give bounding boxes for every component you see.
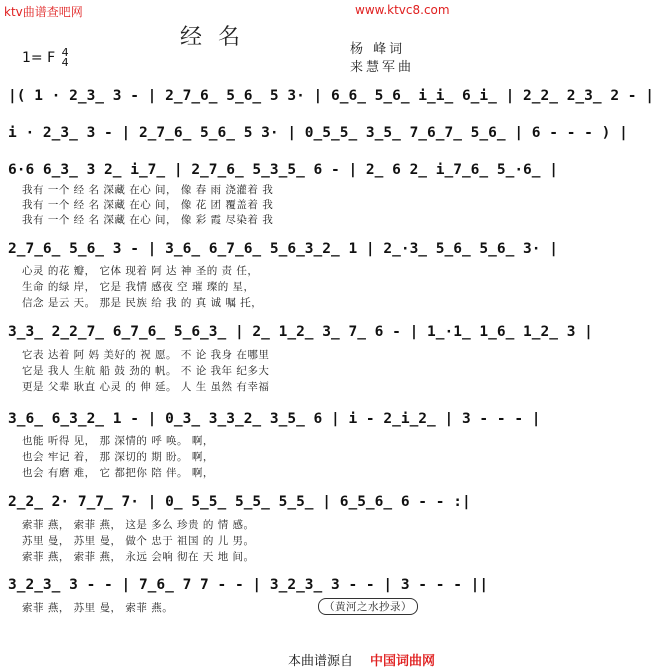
lyricist: 杨 峰词	[350, 42, 406, 57]
lyric-line: 生命 的绿 岸， 它是 我情 感夜 空 璀 璨的 星，	[22, 281, 255, 293]
lyric-line: 也会 牢记 着， 那 深切的 期 盼。 啊，	[22, 451, 214, 463]
notation-row: 3̲2̲3̲ 3 - - | 7̲6̲ 7 7 - - | 3̲2̲3̲ 3 - - | 3 - - - ||	[8, 577, 489, 593]
notation-row: i · 2̲3̲ 3 - | 2̲7̲6̲ 5̲6̲ 5 3· | 0̲5̲5̲ 3̲5̲ 7̲6̲7̲ 5̲6̲ | 6 - - - ) |	[8, 125, 628, 141]
source-note: （黄河之水抄录）	[318, 598, 418, 615]
footer-site-name: 中国词曲网	[370, 654, 436, 669]
lyric-line: 索菲 燕， 索菲 燕， 这是 多么 珍贵 的 情 感。	[22, 519, 255, 531]
lyric-line: 索菲 燕， 索菲 燕， 永远 会响 彻在 天 地 间。	[22, 551, 255, 563]
notation-row: |( 1 · 2̲3̲ 3 - | 2̲7̲6̲ 5̲6̲ 5 3· | 6̲6̲ 5̲6̲ i̲i̲ 6̲i̲ | 2̲2̲ 2̲3̲ 2 - |	[8, 88, 654, 104]
notation-row: 2̲7̲6̲ 5̲6̲ 3 - | 3̲6̲ 6̲7̲6̲ 5̲6̲3̲2̲ 1 | 2̲·3̲ 5̲6̲ 5̲6̲ 3· |	[8, 241, 558, 257]
notation-row: 2̲2̲ 2· 7̲7̲ 7· | 0̲ 5̲5̲ 5̲5̲ 5̲5̲ | 6̲5̲6̲ 6 - - :|	[8, 494, 471, 510]
lyric-line: 索菲 燕， 苏里 曼， 索菲 燕。	[22, 602, 174, 614]
key-signature: 1= F 4 4	[22, 46, 69, 69]
notation-row: 3̲3̲ 2̲2̲7̲ 6̲7̲6̲ 5̲6̲3̲ | 2̲ 1̲2̲ 3̲ 7̲ 6 - | 1̲·1̲ 1̲6̲ 1̲2̲ 3 |	[8, 324, 593, 340]
lyric-line: 心灵 的花 瓣， 它体 现着 阿 达 神 圣的 责 任，	[22, 265, 259, 277]
lyric-line: 它表 达着 阿 妈 美好的 祝 愿。 不 论 我身 在哪里	[22, 349, 270, 361]
notation-row: 3̲6̲ 6̲3̲2̲ 1 - | 0̲3̲ 3̲3̲2̲ 3̲5̲ 6 | i - 2̲i̲2̲ | 3 - - - |	[8, 411, 541, 427]
lyric-line: 我有 一个 经 名 深藏 在心 间， 像 彩 霞 尽染着 我	[22, 214, 274, 226]
lyric-line: 它是 我人 生航 船 鼓 劲的 帆。 不 论 我年 纪多大	[22, 365, 270, 377]
notation-row: 6·6 6̲3̲ 3 2̲ i̲7̲ | 2̲7̲6̲ 5̲3̲5̲ 6 - | 2̲ 6 2̲ i̲7̲6̲ 5̲·6̲ |	[8, 162, 558, 178]
song-title: 经名	[180, 25, 257, 50]
lyric-line: 我有 一个 经 名 深藏 在心 间， 像 花 团 覆盖着 我	[22, 199, 274, 211]
lyric-line: 也会 有磨 难， 它 都把你 陪 伴。 啊，	[22, 467, 214, 479]
lyric-line: 我有 一个 经 名 深藏 在心 间， 像 春 雨 浇灌着 我	[22, 184, 274, 196]
lyric-line: 也能 听得 见， 那 深情的 呼 唤。 啊，	[22, 435, 214, 447]
lyric-line: 苏里 曼， 苏里 曼， 做个 忠于 祖国 的 儿 男。	[22, 535, 255, 547]
lyric-line: 更是 父辈 耿直 心灵 的 伸 延。 人 生 虽然 有幸福	[22, 381, 270, 393]
watermark-left: ktv曲谱查吧网	[4, 5, 83, 19]
footer-source-label: 本曲谱源自	[288, 654, 354, 669]
lyric-line: 信念 是云 天。 那是 民族 给 我 的 真 诚 嘱 托，	[22, 297, 263, 309]
watermark-right: www.ktvc8.com	[355, 3, 450, 17]
composer: 来慧军曲	[350, 60, 415, 75]
